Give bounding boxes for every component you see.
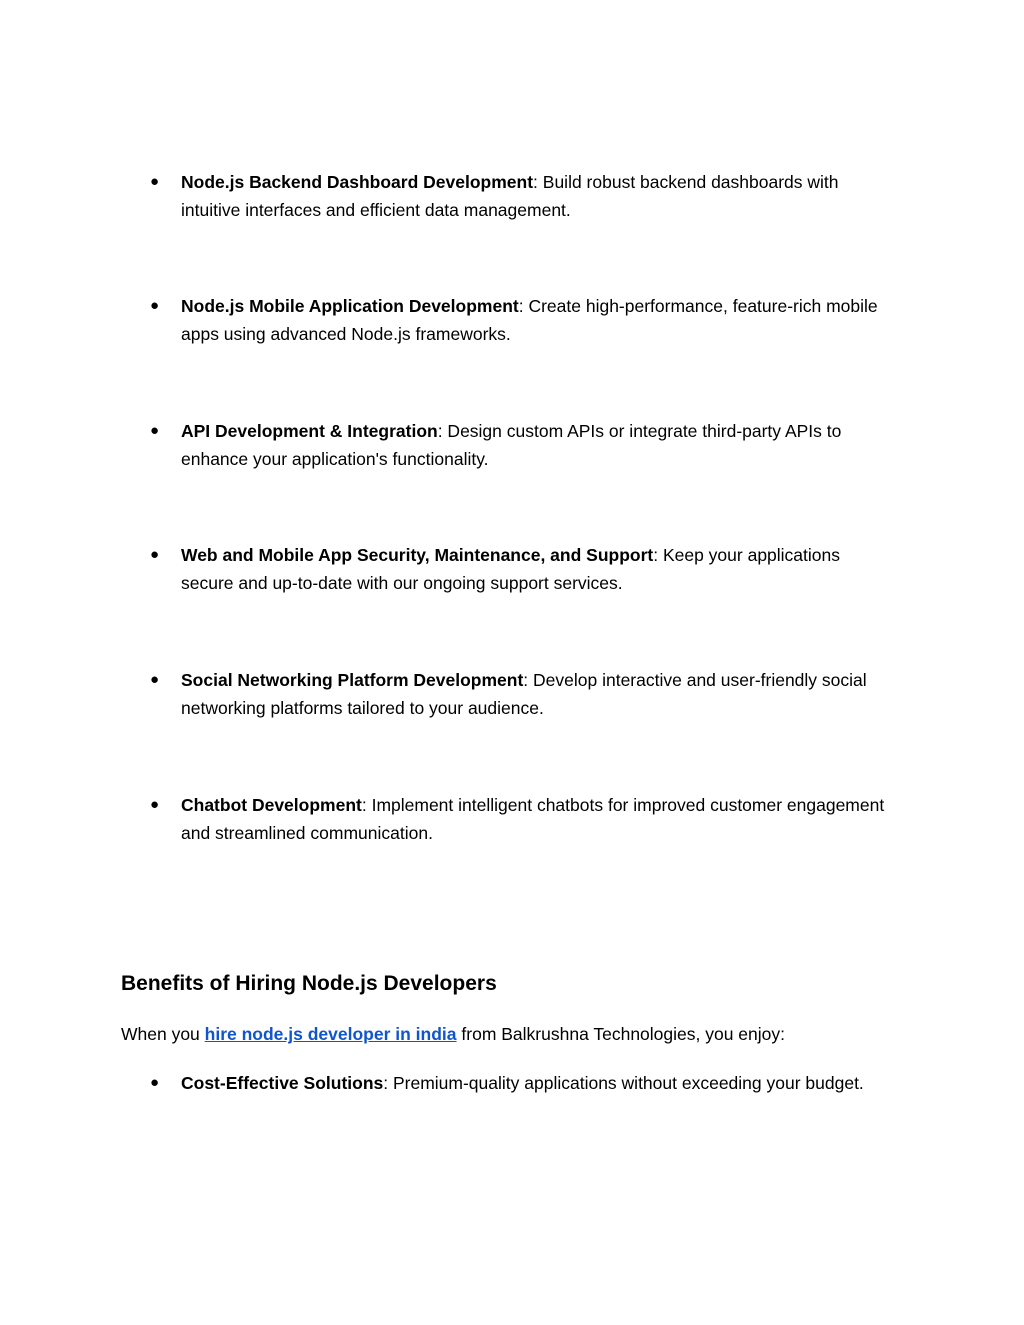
list-item-title: Node.js Mobile Application Development	[181, 296, 519, 316]
list-item-text	[181, 168, 895, 224]
list-item-description: : Implement intelligent chatbots for improved customer engagement and streamlined communication.	[181, 795, 885, 843]
bullet-icon: ●	[150, 173, 160, 190]
list-item-text	[181, 292, 895, 348]
bullet-icon: ●	[150, 1074, 160, 1091]
list-item-title: Web and Mobile App Security, Maintenance, and Support	[181, 545, 654, 565]
list-item-description: : Develop interactive and user-friendly social networking platforms tailored to your audience.	[181, 670, 867, 718]
list-item-description: : Keep your applications secure and up-to-date with our ongoing support services.	[181, 545, 841, 593]
list-item-title: Social Networking Platform Development	[181, 670, 524, 690]
list-item-description: : Premium-quality applications without exceeding your budget.	[383, 1073, 864, 1093]
bullet-icon: ●	[150, 297, 160, 314]
list-item-description: : Design custom APIs or integrate third-party APIs to enhance your application's functionality.	[181, 421, 842, 469]
bullet-icon: ●	[150, 796, 160, 813]
list-item-text	[181, 1069, 910, 1097]
list-item-chatbot	[150, 791, 895, 847]
list-item-description: : Build robust backend dashboards with intuitive interfaces and efficient data management.	[181, 172, 839, 220]
list-item-title: Chatbot Development	[181, 795, 362, 815]
bullet-icon: ●	[150, 671, 160, 688]
list-item-description: : Create high-performance, feature-rich mobile apps using advanced Node.js frameworks.	[181, 296, 878, 344]
list-item-backend-dashboard	[150, 168, 895, 224]
list-item-social-networking	[150, 666, 895, 722]
list-item-text	[181, 541, 895, 597]
hire-developer-link[interactable]: hire node.js developer in india	[204, 1024, 457, 1044]
list-item-api-development	[150, 417, 895, 473]
list-item-title: Node.js Backend Dashboard Development	[181, 172, 534, 192]
list-item-security-maintenance	[150, 541, 895, 597]
bullet-icon: ●	[150, 546, 160, 563]
list-item-cost-effective	[150, 1069, 910, 1097]
intro-paragraph	[121, 1020, 911, 1048]
list-item-text	[181, 791, 895, 847]
list-item-title: API Development & Integration	[181, 421, 438, 441]
bullet-icon: ●	[150, 422, 160, 439]
list-item-text	[181, 417, 895, 473]
intro-text-after: from Balkrushna Technologies, you enjoy:	[456, 1024, 786, 1044]
intro-text-before: When you	[121, 1024, 205, 1044]
list-item-mobile-application	[150, 292, 895, 348]
list-item-title: Cost-Effective Solutions	[181, 1073, 384, 1093]
list-item-text	[181, 666, 895, 722]
section-heading: Benefits of Hiring Node.js Developers	[121, 972, 497, 995]
